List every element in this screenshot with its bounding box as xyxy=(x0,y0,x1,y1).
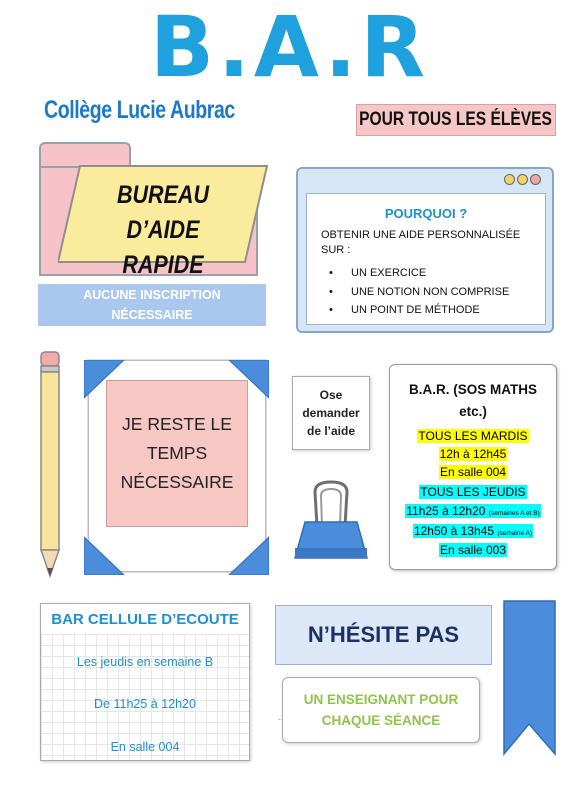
reste-line-3: NÉCESSAIRE xyxy=(120,472,234,492)
connector-arrow xyxy=(248,718,284,720)
bookmark-ribbon-icon xyxy=(503,600,557,761)
bureau-line-1: BUREAU D’AIDE xyxy=(117,181,209,244)
pencil-icon xyxy=(38,350,64,587)
reste-line-2: TEMPS xyxy=(146,443,208,463)
folder-front xyxy=(58,164,268,279)
enseignant-line-1: UN ENSEIGNANT POUR xyxy=(303,692,459,707)
bureau-line-2: RAPIDE xyxy=(122,251,204,279)
sos-maths-card xyxy=(389,364,557,570)
no-signup-line-2: NÉCESSAIRE xyxy=(111,308,193,322)
college-name: Collège Lucie Aubrac xyxy=(44,96,235,124)
list-item: • UN POINT DE MÉTHODE xyxy=(329,304,480,316)
mardi-time: 12h à 12h45 xyxy=(439,447,507,461)
reste-line-1: JE RESTE LE xyxy=(122,414,232,434)
sos-title-line-1: B.A.R. (SOS MATHS xyxy=(409,382,537,397)
browser-window-icon xyxy=(296,167,554,333)
no-signup-line-1: AUCUNE INSCRIPTION xyxy=(83,288,221,302)
poster-title: B.A.R xyxy=(149,0,430,96)
enseignant-box xyxy=(282,677,480,743)
cellule-line-3: En salle 004 xyxy=(110,740,180,754)
ose-line-3: de l’aide xyxy=(306,424,356,438)
frame-corners xyxy=(84,360,269,575)
audience-label: POUR TOUS LES ÉLÈVES xyxy=(359,109,553,130)
no-signup-banner xyxy=(38,284,266,326)
enseignant-line-2: CHAQUE SÉANCE xyxy=(321,713,441,728)
cellule-grid xyxy=(41,634,249,760)
pourquoi-panel xyxy=(306,193,546,325)
list-item: • UNE NOTION NON COMPRISE xyxy=(329,285,510,298)
mardi-label: TOUS LES MARDIS xyxy=(418,429,528,443)
nhesite-banner: N’HÉSITE PAS xyxy=(275,605,492,665)
pourquoi-list xyxy=(329,264,509,320)
list-item: • UN EXERCICE xyxy=(329,267,427,279)
jeudi-time-2: 12h50 à 13h45 (semaine A) xyxy=(413,524,533,538)
sos-title xyxy=(390,379,556,423)
jeudi-room: En salle 003 xyxy=(439,543,507,557)
cellule-line-2: De 11h25 à 12h20 xyxy=(94,697,196,711)
ose-note xyxy=(292,376,370,450)
photo-frame-icon xyxy=(84,360,269,575)
ose-line-1: Ose xyxy=(319,388,343,402)
ose-line-2: demander xyxy=(302,406,360,420)
pourquoi-intro: OBTENIR UNE AIDE PERSONNALISÉE SUR : xyxy=(321,229,521,256)
mardi-room: En salle 004 xyxy=(439,465,507,479)
cellule-line-1: Les jeudis en semaine B xyxy=(76,655,214,669)
window-dot-yellow-2 xyxy=(517,174,528,185)
cellule-title: BAR CELLULE D’ECOUTE xyxy=(51,611,239,628)
window-dot-pink xyxy=(530,174,541,185)
jeudi-label: TOUS LES JEUDIS xyxy=(420,485,526,499)
bureau-title xyxy=(81,178,244,283)
sos-title-line-2: etc.) xyxy=(459,404,487,419)
audience-banner xyxy=(356,104,556,136)
jeudi-time-1: 11h25 à 12h20 (semaines A et B) xyxy=(406,504,540,518)
window-dot-yellow xyxy=(504,174,515,185)
binder-clip-icon xyxy=(291,478,371,565)
pourquoi-title: POURQUOI ? xyxy=(384,206,468,221)
cellule-ecoute-card xyxy=(40,603,250,761)
